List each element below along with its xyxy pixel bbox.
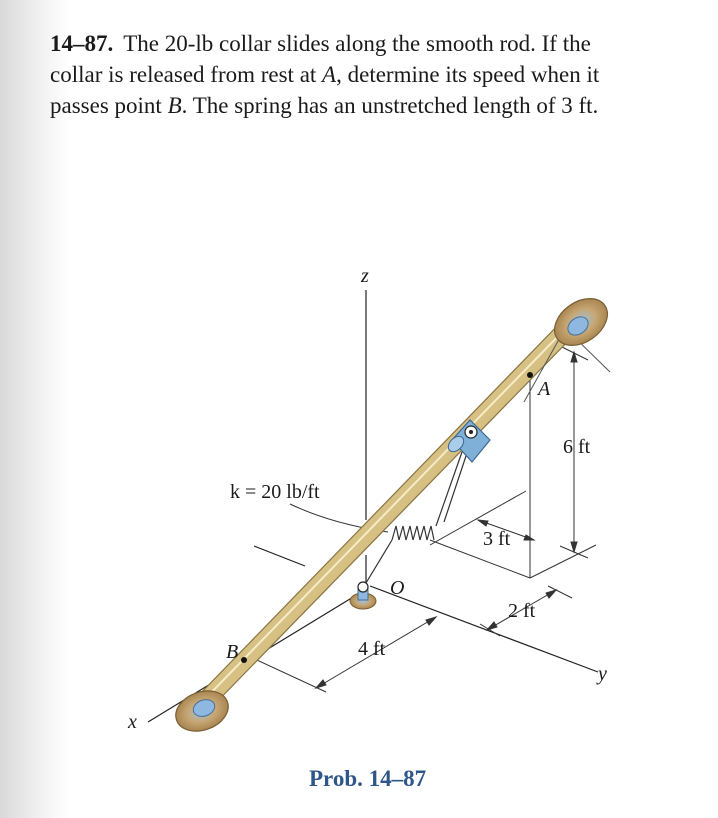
point-b-label: B bbox=[226, 641, 239, 663]
spring-constant-label: k = 20 lb/ft bbox=[230, 481, 320, 503]
pivot-support bbox=[350, 582, 376, 609]
problem-text-1: The 20-lb collar slides along the smooth rod. If the bbox=[123, 31, 591, 56]
point-b-ref: B bbox=[167, 93, 182, 118]
problem-text-2a: collar is released from rest at bbox=[50, 62, 323, 87]
y-axis-label: y bbox=[598, 663, 607, 685]
point-b-dot bbox=[241, 657, 247, 663]
problem-text-3c: . The spring has an unstretched length of 3 ft. bbox=[181, 93, 599, 118]
z-axis-label: z bbox=[361, 265, 369, 287]
point-a-label: A bbox=[538, 378, 551, 400]
dimension-6ft-label: 6 ft bbox=[563, 436, 591, 458]
figure-caption: Prob. 14–87 bbox=[309, 766, 427, 791]
back-x-stub bbox=[254, 546, 305, 566]
point-a-dot bbox=[527, 372, 533, 378]
origin-label: O bbox=[390, 577, 405, 599]
dimension-3ft-label: 3 ft bbox=[483, 528, 511, 550]
problem-number: 14–87. bbox=[50, 31, 114, 56]
problem-text-2c: , determine its speed when it bbox=[336, 62, 600, 87]
dimension-2ft-label: 2 ft bbox=[508, 600, 536, 622]
x-axis-label: x bbox=[128, 711, 137, 733]
point-a-ref: A bbox=[322, 62, 337, 87]
problem-text-3a: passes point bbox=[50, 93, 168, 118]
dimension-4ft-label: 4 ft bbox=[358, 638, 386, 660]
